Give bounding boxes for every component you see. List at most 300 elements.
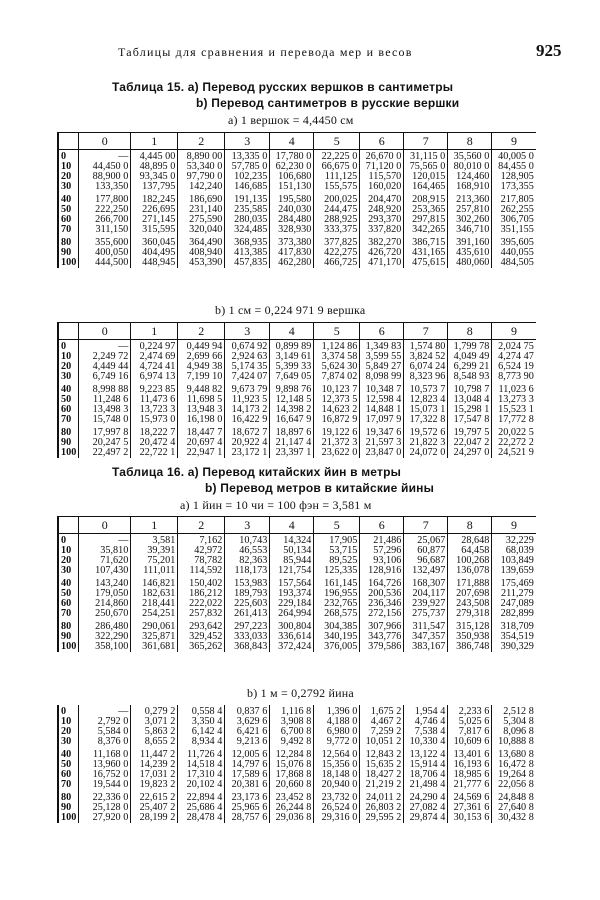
table-cell: 11,447 2 — [131, 747, 178, 760]
table-cell: 57,296 — [360, 546, 404, 556]
table-row — [58, 599, 536, 609]
table-cell: 257,832 — [178, 609, 225, 619]
table-cell: 106,680 — [270, 172, 314, 182]
table-cell: 279,318 — [448, 609, 492, 619]
table-row — [58, 737, 536, 747]
table-cell: 13,048 4 — [448, 395, 492, 405]
table-cell: 14,623 2 — [314, 405, 360, 415]
table-cell: 16,647 9 — [270, 415, 314, 425]
table-cell: 17,547 8 — [448, 415, 492, 425]
table-row — [58, 438, 536, 448]
table-cell: 22,497 2 — [79, 448, 131, 458]
table-cell: 6,980 0 — [314, 727, 360, 737]
table-cell: 275,737 — [404, 609, 448, 619]
table-cell: 18,222 7 — [131, 425, 178, 438]
table-cell: 4,188 0 — [314, 717, 360, 727]
table-cell: 1,675 2 — [360, 705, 404, 717]
table-cell: 300,804 — [270, 619, 314, 632]
table-cell: 40,005 0 — [492, 150, 536, 163]
table-cell: 19,347 6 — [360, 425, 404, 438]
table-cell: 11,248 6 — [79, 395, 131, 405]
table-cell: 7,538 4 — [404, 727, 448, 737]
row-label: 40 — [58, 576, 79, 589]
table-cell: 9,772 0 — [314, 737, 360, 747]
table-row — [58, 813, 536, 823]
table-cell: 213,360 — [448, 192, 492, 205]
column-header: 7 — [404, 323, 448, 340]
table-cell: 57,785 0 — [225, 162, 270, 172]
table-cell: 75,565 0 — [404, 162, 448, 172]
table-cell: 12,823 4 — [404, 395, 448, 405]
table-cell: 132,497 — [404, 566, 448, 576]
table-cell: 22,047 2 — [448, 438, 492, 448]
table-cell: 466,725 — [314, 258, 360, 268]
row-label: 30 — [58, 566, 79, 576]
table-cell: 75,201 — [131, 556, 178, 566]
table-cell: 364,490 — [178, 235, 225, 248]
table-cell: 107,430 — [79, 566, 131, 576]
table-row — [58, 790, 536, 803]
table-cell: 0,279 2 — [131, 705, 178, 717]
table-cell: 16,198 0 — [178, 415, 225, 425]
table-cell: 28,648 — [448, 534, 492, 547]
table-cell: 14,173 2 — [225, 405, 270, 415]
table16-subtitle-a: а) 1 йин = 10 чи = 100 фэн = 3,581 м — [180, 498, 372, 512]
table-cell: 35,560 0 — [448, 150, 492, 163]
table-cell: 8,376 0 — [79, 737, 131, 747]
table-cell: 0,558 4 — [178, 705, 225, 717]
table-cell: 293,370 — [360, 215, 404, 225]
row-label: 0 — [58, 340, 79, 353]
table-cell: 480,060 — [448, 258, 492, 268]
table-cell: 8,655 2 — [131, 737, 178, 747]
table-cell: 25,067 — [404, 534, 448, 547]
table-row — [58, 362, 536, 372]
table-cell: 484,505 — [492, 258, 536, 268]
table-row — [58, 609, 536, 619]
table-cell: 21,822 3 — [404, 438, 448, 448]
table-row — [58, 382, 536, 395]
table-cell: 8,096 8 — [492, 727, 536, 737]
table-cell: 440,055 — [492, 248, 536, 258]
table-cell: 23,173 6 — [225, 790, 270, 803]
table-cell: 6,749 16 — [79, 372, 131, 382]
table-cell: 373,380 — [270, 235, 314, 248]
table-cell: 21,219 2 — [360, 780, 404, 790]
table-cell: 20,697 4 — [178, 438, 225, 448]
row-label: 100 — [58, 448, 79, 458]
column-header: 5 — [314, 323, 360, 340]
table-cell: 20,247 5 — [79, 438, 131, 448]
table-cell: 15,973 0 — [131, 415, 178, 425]
table-row — [58, 172, 536, 182]
table-cell: 3,071 2 — [131, 717, 178, 727]
table-cell: 30,153 6 — [448, 813, 492, 823]
table-row — [58, 415, 536, 425]
table-cell: 306,705 — [492, 215, 536, 225]
table-cell: 21,372 3 — [314, 438, 360, 448]
table-cell: 200,025 — [314, 192, 360, 205]
row-label: 40 — [58, 192, 79, 205]
table-cell: 0,899 89 — [270, 340, 314, 353]
table-cell: 6,142 4 — [178, 727, 225, 737]
table-cell: 16,872 9 — [314, 415, 360, 425]
table-cell: 324,485 — [225, 225, 270, 235]
table-cell: 27,640 8 — [492, 803, 536, 813]
table-cell: 151,130 — [270, 182, 314, 192]
table-cell: 365,262 — [178, 642, 225, 652]
table-cell: 143,240 — [79, 576, 131, 589]
table-cell: 88,900 0 — [79, 172, 131, 182]
row-label: 20 — [58, 172, 79, 182]
table-cell: 22,336 0 — [79, 790, 131, 803]
table-cell: 146,821 — [131, 576, 178, 589]
table-cell: 13,401 6 — [448, 747, 492, 760]
table-cell: 2,924 63 — [225, 352, 270, 362]
table-row — [58, 205, 536, 215]
table-cell: 435,610 — [448, 248, 492, 258]
table-cell: 15,523 1 — [492, 405, 536, 415]
table-row — [58, 395, 536, 405]
table-cell: 85,944 — [270, 556, 314, 566]
table-cell: 3,629 6 — [225, 717, 270, 727]
table-row — [58, 258, 536, 268]
table-cell: 20,472 4 — [131, 438, 178, 448]
table-cell: 23,732 0 — [314, 790, 360, 803]
table-cell: 360,045 — [131, 235, 178, 248]
table-row — [58, 215, 536, 225]
table-cell: 82,363 — [225, 556, 270, 566]
row-label: 70 — [58, 415, 79, 425]
table-cell: 10,743 — [225, 534, 270, 547]
column-header: 2 — [178, 323, 225, 340]
table-cell: 13,335 0 — [225, 150, 270, 163]
table-cell: 20,381 6 — [225, 780, 270, 790]
column-header: 1 — [131, 517, 178, 534]
table-cell: 22,225 0 — [314, 150, 360, 163]
column-header: 6 — [360, 517, 404, 534]
table-cell: 160,020 — [360, 182, 404, 192]
table-cell: — — [79, 705, 131, 717]
table-cell: 231,140 — [178, 205, 225, 215]
table-cell: 204,117 — [404, 589, 448, 599]
table-cell: 28,199 2 — [131, 813, 178, 823]
table-cell: 358,100 — [79, 642, 131, 652]
table-cell: 9,223 85 — [131, 382, 178, 395]
table-cell: 253,365 — [404, 205, 448, 215]
table-cell: 142,240 — [178, 182, 225, 192]
table-cell: 311,547 — [404, 619, 448, 632]
row-label: 80 — [58, 790, 79, 803]
table-cell: 186,690 — [178, 192, 225, 205]
table-cell: 62,230 0 — [270, 162, 314, 172]
table-cell: 21,777 6 — [448, 780, 492, 790]
table-cell: 4,445 00 — [131, 150, 178, 163]
table-cell: 471,170 — [360, 258, 404, 268]
table-cell: 12,284 8 — [270, 747, 314, 760]
table-cell: 390,329 — [492, 642, 536, 652]
table15-subtitle-a: а) 1 вершок = 4,4450 см — [228, 113, 354, 127]
table-cell: 27,361 6 — [448, 803, 492, 813]
table-cell: 207,698 — [448, 589, 492, 599]
table-cell: 8,548 93 — [448, 372, 492, 382]
table-cell: 189,793 — [225, 589, 270, 599]
table-row — [58, 448, 536, 458]
table-cell: 2,792 0 — [79, 717, 131, 727]
table-cell: 6,974 13 — [131, 372, 178, 382]
table-cell: 2,699 66 — [178, 352, 225, 362]
table-cell: 426,720 — [360, 248, 404, 258]
table-cell: 351,155 — [492, 225, 536, 235]
table-cell: 5,863 2 — [131, 727, 178, 737]
row-label: 10 — [58, 717, 79, 727]
table-cell: 3,374 58 — [314, 352, 360, 362]
table-cell: 10,888 8 — [492, 737, 536, 747]
table15-b — [57, 322, 536, 458]
header-corner — [58, 133, 79, 150]
table-cell: 9,673 79 — [225, 382, 270, 395]
table-cell: 195,580 — [270, 192, 314, 205]
table-cell: 404,495 — [131, 248, 178, 258]
table-cell: 23,452 8 — [270, 790, 314, 803]
row-label: 100 — [58, 642, 79, 652]
table-row — [58, 566, 536, 576]
column-header: 5 — [314, 133, 360, 150]
table-cell: 1,116 8 — [270, 705, 314, 717]
table-cell: 386,748 — [448, 642, 492, 652]
table-row — [58, 727, 536, 737]
table-cell: 128,905 — [492, 172, 536, 182]
table-cell: 136,078 — [448, 566, 492, 576]
column-header: 1 — [131, 323, 178, 340]
table-cell: 391,160 — [448, 235, 492, 248]
row-label: 70 — [58, 225, 79, 235]
table-cell: 118,173 — [225, 566, 270, 576]
table-cell: 24,011 2 — [360, 790, 404, 803]
table-cell: 218,441 — [131, 599, 178, 609]
table-cell: 350,938 — [448, 632, 492, 642]
table-cell: 137,795 — [131, 182, 178, 192]
table-cell: 448,945 — [131, 258, 178, 268]
table-cell: 21,597 3 — [360, 438, 404, 448]
table-cell: 18,447 7 — [178, 425, 225, 438]
table-row — [58, 372, 536, 382]
table-cell: 325,871 — [131, 632, 178, 642]
table-cell: 320,040 — [178, 225, 225, 235]
table-cell: 297,815 — [404, 215, 448, 225]
table-cell: 17,780 0 — [270, 150, 314, 163]
table-cell: 128,916 — [360, 566, 404, 576]
table-cell: 173,355 — [492, 182, 536, 192]
column-header: 6 — [360, 323, 404, 340]
table-cell: 5,025 6 — [448, 717, 492, 727]
table-cell: 120,015 — [404, 172, 448, 182]
table-cell: 257,810 — [448, 205, 492, 215]
table-cell: 7,162 — [178, 534, 225, 547]
table-cell: 372,424 — [270, 642, 314, 652]
table-cell: 26,670 0 — [360, 150, 404, 163]
table-cell: 328,930 — [270, 225, 314, 235]
table-cell: 97,790 0 — [178, 172, 225, 182]
table-row — [58, 619, 536, 632]
column-header: 2 — [178, 517, 225, 534]
table-cell: 18,427 2 — [360, 770, 404, 780]
table-cell: 0,224 97 — [131, 340, 178, 353]
table-cell: 422,275 — [314, 248, 360, 258]
table-cell: 5,849 27 — [360, 362, 404, 372]
table-row — [58, 760, 536, 770]
row-label: 70 — [58, 609, 79, 619]
row-label: 70 — [58, 780, 79, 790]
column-header: 3 — [225, 133, 270, 150]
table-cell: 11,726 4 — [178, 747, 225, 760]
table-cell: 232,765 — [314, 599, 360, 609]
row-label: 100 — [58, 258, 79, 268]
table-cell: 14,518 4 — [178, 760, 225, 770]
table-cell: 17,772 8 — [492, 415, 536, 425]
table-cell: 5,584 0 — [79, 727, 131, 737]
table-cell: 10,051 2 — [360, 737, 404, 747]
table-cell: 262,255 — [492, 205, 536, 215]
table-cell: 250,670 — [79, 609, 131, 619]
table-row — [58, 225, 536, 235]
column-header: 6 — [360, 133, 404, 150]
table-cell: 382,270 — [360, 235, 404, 248]
table-cell: 11,473 6 — [131, 395, 178, 405]
table-cell: 10,609 6 — [448, 737, 492, 747]
table-cell: 96,687 — [404, 556, 448, 566]
table-cell: 8,323 96 — [404, 372, 448, 382]
row-label: 20 — [58, 556, 79, 566]
table-cell: 16,193 6 — [448, 760, 492, 770]
table-cell: 13,273 3 — [492, 395, 536, 405]
table-cell: 211,279 — [492, 589, 536, 599]
column-header: 1 — [131, 133, 178, 150]
row-label: 50 — [58, 205, 79, 215]
table-row — [58, 340, 536, 353]
table-cell: 12,005 6 — [225, 747, 270, 760]
row-label: 20 — [58, 362, 79, 372]
table-cell: 19,572 6 — [404, 425, 448, 438]
table-row — [58, 642, 536, 652]
table-cell: 19,797 5 — [448, 425, 492, 438]
table-cell: 155,575 — [314, 182, 360, 192]
table-cell: 12,564 0 — [314, 747, 360, 760]
row-label: 60 — [58, 215, 79, 225]
table-cell: 19,122 6 — [314, 425, 360, 438]
column-header: 8 — [448, 133, 492, 150]
table-cell: 11,023 6 — [492, 382, 536, 395]
table-cell: 261,413 — [225, 609, 270, 619]
table-cell: 0,449 94 — [178, 340, 225, 353]
column-header: 9 — [492, 517, 536, 534]
header-row — [58, 133, 536, 150]
table-cell: 15,073 1 — [404, 405, 448, 415]
table-cell: 22,272 2 — [492, 438, 536, 448]
table-cell: 10,573 7 — [404, 382, 448, 395]
table-cell: 9,898 76 — [270, 382, 314, 395]
table-cell: 293,642 — [178, 619, 225, 632]
header-corner — [58, 517, 79, 534]
table-cell: 243,508 — [448, 599, 492, 609]
header-row — [58, 517, 536, 534]
table-cell: 5,174 35 — [225, 362, 270, 372]
table-cell: 222,022 — [178, 599, 225, 609]
table-cell: 343,776 — [360, 632, 404, 642]
row-label: 100 — [58, 813, 79, 823]
table-cell: 5,624 30 — [314, 362, 360, 372]
table-cell: 264,994 — [270, 609, 314, 619]
table-cell: 20,102 4 — [178, 780, 225, 790]
table-cell: 182,631 — [131, 589, 178, 599]
table-cell: 31,115 0 — [404, 150, 448, 163]
table-cell: 302,260 — [448, 215, 492, 225]
column-header: 3 — [225, 517, 270, 534]
table-cell: 17,868 8 — [270, 770, 314, 780]
table-cell: 103,849 — [492, 556, 536, 566]
table-row — [58, 556, 536, 566]
table-cell: 25,407 2 — [131, 803, 178, 813]
table-cell: 457,835 — [225, 258, 270, 268]
table-cell: 139,659 — [492, 566, 536, 576]
table16-subtitle-b: b) 1 м = 0,2792 йина — [247, 686, 354, 700]
table-cell: 12,373 5 — [314, 395, 360, 405]
table-cell: 24,521 9 — [492, 448, 536, 458]
table-cell: 239,927 — [404, 599, 448, 609]
table-cell: 8,098 99 — [360, 372, 404, 382]
table-cell: 84,455 0 — [492, 162, 536, 172]
table-cell: 248,920 — [360, 205, 404, 215]
table-cell: 229,184 — [270, 599, 314, 609]
row-label: 90 — [58, 248, 79, 258]
table-row — [58, 248, 536, 258]
table-cell: 7,259 2 — [360, 727, 404, 737]
table-row — [58, 150, 536, 163]
column-header: 0 — [79, 323, 131, 340]
table-cell: 18,985 6 — [448, 770, 492, 780]
table-cell: 4,274 47 — [492, 352, 536, 362]
table-cell: 157,564 — [270, 576, 314, 589]
row-label: 90 — [58, 803, 79, 813]
table-cell: 9,448 82 — [178, 382, 225, 395]
table-cell: 3,599 55 — [360, 352, 404, 362]
table-cell: 21,147 4 — [270, 438, 314, 448]
table-cell: 28,757 6 — [225, 813, 270, 823]
column-header: 9 — [492, 323, 536, 340]
table-cell: 64,458 — [448, 546, 492, 556]
table-cell: 10,798 7 — [448, 382, 492, 395]
header-row — [58, 323, 536, 340]
table-cell: 311,150 — [79, 225, 131, 235]
table-cell: 27,920 0 — [79, 813, 131, 823]
table-cell: 6,299 21 — [448, 362, 492, 372]
table-cell: 182,245 — [131, 192, 178, 205]
table-cell: 4,467 2 — [360, 717, 404, 727]
table-cell: 1,349 83 — [360, 340, 404, 353]
table-cell: 10,123 7 — [314, 382, 360, 395]
table-cell: 80,010 0 — [448, 162, 492, 172]
table-row — [58, 534, 536, 547]
table-cell: 268,575 — [314, 609, 360, 619]
table-cell: 15,356 0 — [314, 760, 360, 770]
table-cell: 26,244 8 — [270, 803, 314, 813]
table-row — [58, 546, 536, 556]
row-label: 80 — [58, 619, 79, 632]
table-cell: 68,039 — [492, 546, 536, 556]
table-cell: 24,072 0 — [404, 448, 448, 458]
row-label: 10 — [58, 162, 79, 172]
table-cell: 235,585 — [225, 205, 270, 215]
